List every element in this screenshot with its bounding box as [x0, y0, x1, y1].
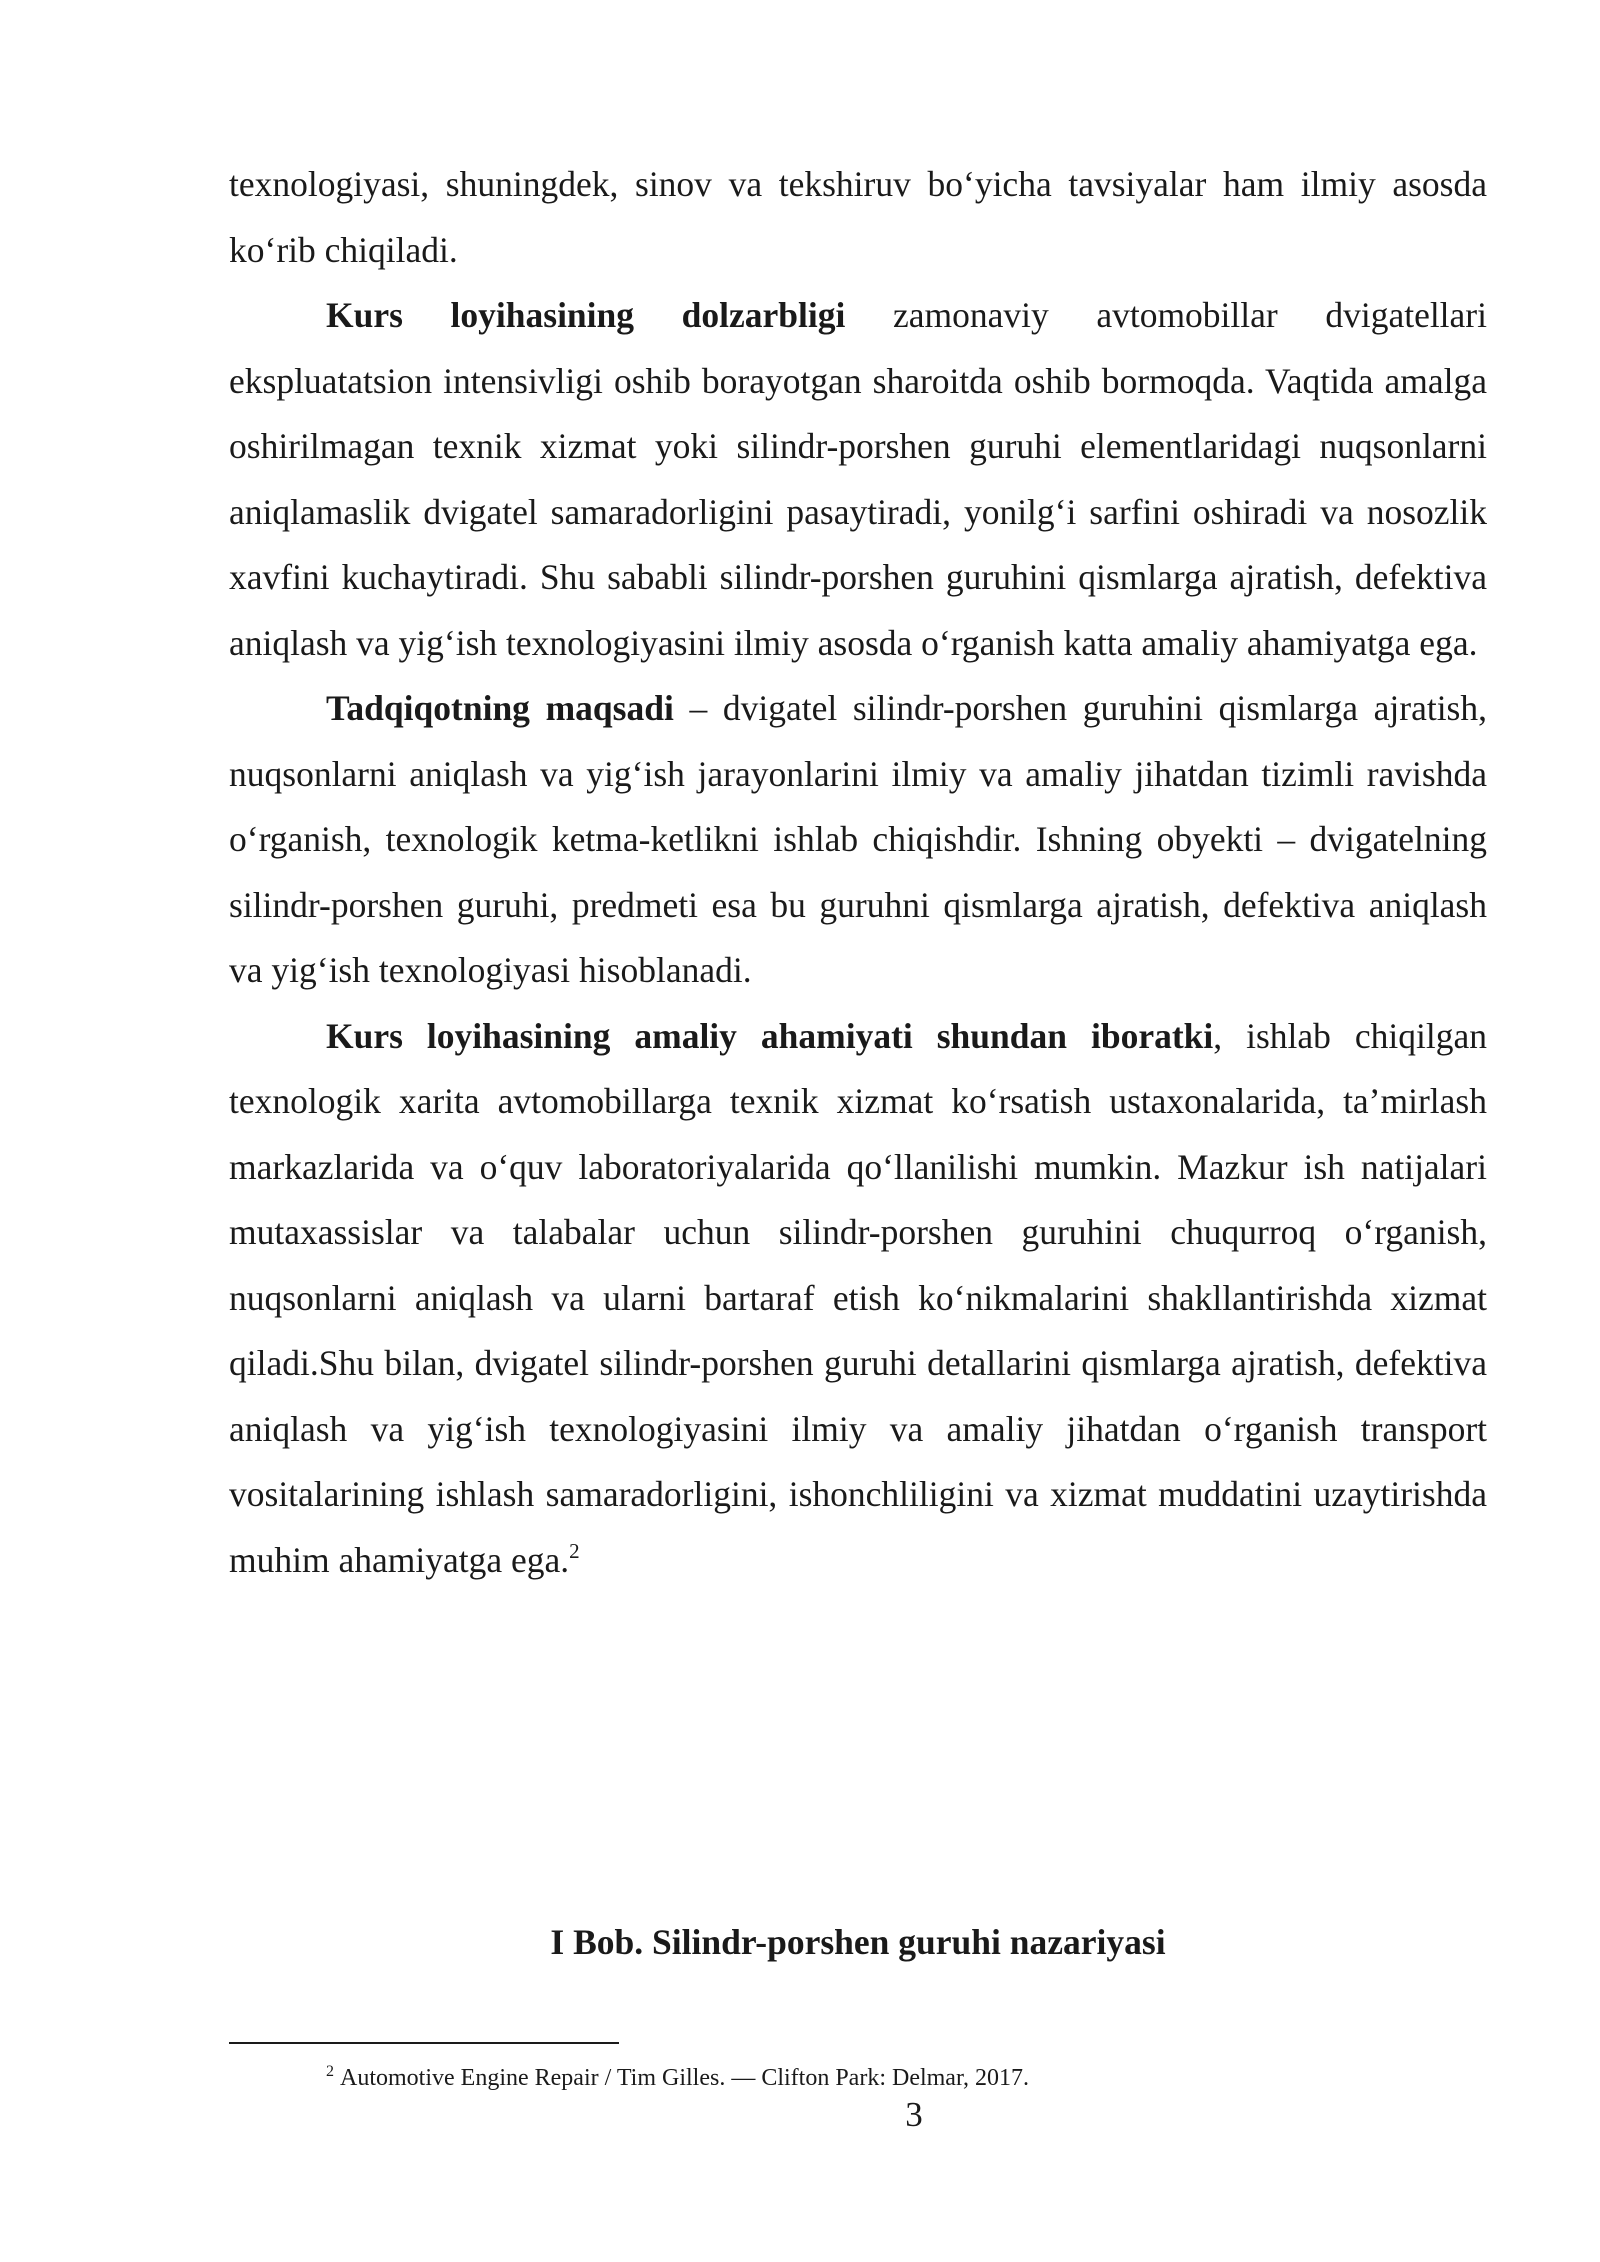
footnote-reference[interactable]: 2: [569, 1538, 580, 1563]
footnote-mark: 2: [326, 2063, 334, 2080]
footnote-divider: [229, 2042, 619, 2044]
relevance-lead: Kurs loyihasining dolzarbligi: [326, 295, 846, 335]
intro-paragraph: [229, 152, 1487, 283]
practical-paragraph: [229, 1004, 1487, 1594]
body-text: [229, 152, 1487, 1593]
chapter-heading: I Bob. Silindr-porshen guruhi nazariyasi: [550, 1922, 1166, 1962]
intro-text: texnologiyasi, shuningdek, sinov va tekshiruv bo‘yicha tavsiyalar ham ilmiy asosda ko‘rib chiqiladi.: [229, 164, 1487, 270]
goal-text: – dvigatel silindr-porshen guruhini qismlarga ajratish, nuqsonlarni aniqlash va yig‘ish jarayonlarini ilmiy va amaliy jihatdan tizimli ravishda o‘rganish, texnologik ketma-ketlikni ishlab chiqishdir. Ishning obyekti – dvigatelning silindr-porshen guruhi, predmeti esa bu guruhni qismlarga ajratish, defektiva aniqlash va yig‘ish texnologiyasi hisoblanadi.: [229, 688, 1487, 990]
footnote-text: Automotive Engine Repair / Tim Gilles. — Clifton Park: Delmar, 2017.: [340, 2065, 1029, 2091]
relevance-paragraph: [229, 283, 1487, 676]
page-number: 3: [905, 2095, 923, 2134]
relevance-text: zamonaviy avtomobillar dvigatellari ekspluatatsion intensivligi oshib borayotgan sharoitda oshib bormoqda. Vaqtida amalga oshirilmagan texnik xizmat yoki silindr-porshen guruhi elementlaridagi nuqsonlarni aniqlamaslik dvigatel samaradorligini pasaytiradi, yonilg‘i sarfini oshiradi va nosozlik xavfini kuchaytiradi. Shu sababli silindr-porshen guruhini qismlarga ajratish, defektiva aniqlash va yig‘ish texnologiyasini ilmiy asosda o‘rganish katta amaliy ahamiyatga ega.: [229, 295, 1487, 663]
goal-lead: Tadqiqotning maqsadi: [326, 688, 674, 728]
goal-paragraph: [229, 676, 1487, 1004]
practical-text: , ishlab chiqilgan texnologik xarita avtomobillarga texnik xizmat ko‘rsatish ustaxonalarida, ta’mirlash markazlarida va o‘quv laboratoriyalarida qo‘llanilishi mumkin. Mazkur ish natijalari mutaxassislar va talabalar uchun silindr-porshen guruhini chuqurroq o‘rganish, nuqsonlarni aniqlash va ularni bartaraf etish ko‘nikmalarini shakllantirishda xizmat qiladi.Shu bilan, dvigatel silindr-porshen guruhi detallarini qismlarga ajratish, defektiva aniqlash va yig‘ish texnologiyasini ilmiy va amaliy jihatdan o‘rganish transport vositalarining ishlash samaradorligini, ishonchliligini va xizmat muddatini uzaytirishda muhim ahamiyatga ega.: [229, 1015, 1487, 1580]
practical-lead: Kurs loyihasining amaliy ahamiyati shundan iboratki: [326, 1015, 1214, 1056]
